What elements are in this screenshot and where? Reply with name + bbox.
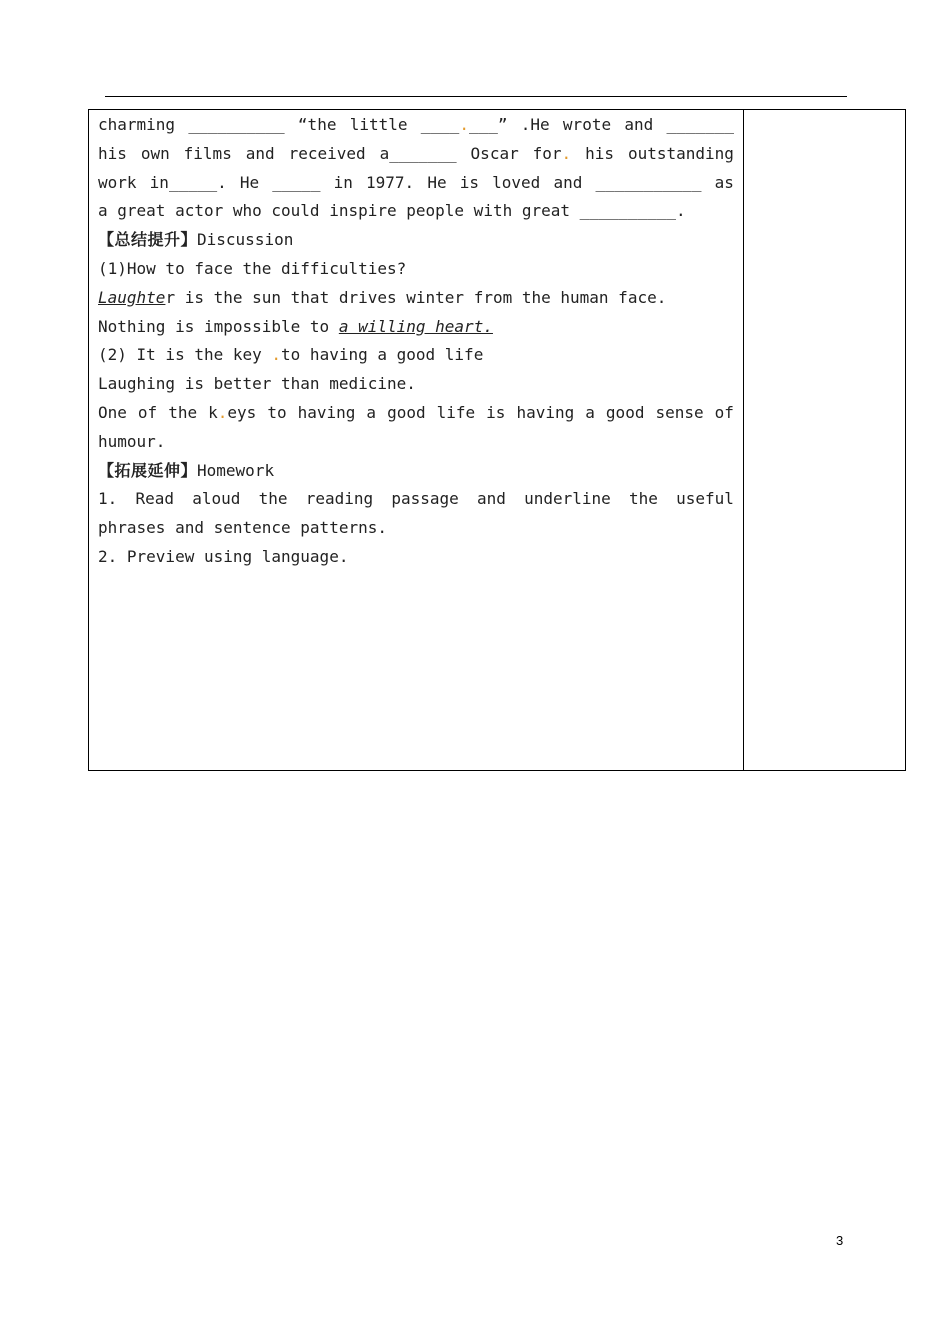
word: work — [98, 172, 137, 192]
word: received — [288, 143, 366, 163]
blank: in_____. — [149, 172, 227, 192]
word: own — [140, 143, 170, 163]
word: the — [168, 402, 198, 422]
marker-dot: . — [561, 143, 572, 163]
discussion-answer-1a: Laughter is the sun that drives winter from the human face. — [98, 287, 667, 307]
word: of — [137, 402, 158, 422]
word: is — [459, 172, 479, 192]
word: sense — [655, 402, 704, 422]
passage-line-1 — [98, 111, 734, 140]
word: Oscar — [470, 143, 519, 163]
word: charming — [98, 115, 176, 134]
blank-with-mark: ____.___” — [420, 115, 508, 134]
word-with-mark: k.eys — [208, 402, 257, 422]
word: his — [98, 143, 127, 163]
word: is — [486, 402, 506, 422]
homework-heading — [98, 457, 734, 486]
word: and — [553, 172, 583, 192]
discussion-answer-2b — [98, 399, 734, 428]
word: and — [624, 115, 654, 134]
emphasized-text: Laughte — [98, 287, 166, 307]
word: .He — [520, 115, 550, 134]
table-column-divider — [743, 109, 744, 771]
marker-dot: . — [271, 345, 282, 365]
page-number: 3 — [836, 1233, 844, 1248]
homework-item-1: 1. Read aloud the reading passage and underline the useful — [98, 489, 734, 509]
word-with-mark: for. — [532, 143, 572, 163]
discussion-answer-2a: Laughing is better than medicine. — [98, 374, 416, 394]
main-cell — [98, 111, 734, 572]
word: his — [585, 143, 615, 163]
blank: a_______ — [379, 143, 457, 163]
word: films — [183, 143, 232, 163]
marker-dot: . — [459, 115, 469, 134]
word: He — [239, 172, 260, 192]
word: as — [714, 172, 734, 192]
discussion-question-2: (2) It is the key .to having a good life — [98, 345, 484, 365]
blank: _____ — [272, 172, 321, 192]
homework-item-2: 2. Preview using language. — [98, 546, 349, 566]
word: a — [366, 402, 377, 422]
word: little — [349, 115, 408, 134]
passage-line-3 — [98, 169, 734, 198]
word: life — [436, 402, 476, 422]
word: in — [333, 172, 353, 192]
discussion-answer-2b-end: humour. — [98, 431, 166, 451]
word: having — [516, 402, 575, 422]
word: good — [605, 402, 645, 422]
section-label: 【总结提升】 — [98, 230, 198, 250]
section-label-en: Discussion — [197, 230, 294, 250]
word: to — [267, 402, 287, 422]
word: 1977. — [366, 172, 415, 192]
blank: ___________ — [595, 172, 702, 192]
section-label: 【拓展延伸】 — [98, 460, 198, 480]
homework-item-1-end: phrases and sentence patterns. — [98, 518, 387, 538]
emphasized-text: a willing heart. — [338, 316, 493, 336]
discussion-heading — [98, 226, 734, 255]
word: loved — [492, 172, 541, 192]
section-label-en: Homework — [197, 460, 275, 480]
word: He — [427, 172, 447, 192]
header-rule — [105, 96, 847, 97]
word: and — [245, 143, 275, 163]
passage-line-2 — [98, 140, 734, 169]
word: having — [297, 402, 356, 422]
blank: __________ — [188, 115, 285, 134]
word: wrote — [562, 115, 612, 134]
blank: _______ — [666, 115, 734, 134]
word: outstanding — [627, 143, 734, 163]
word: a — [585, 402, 595, 422]
marker-dot: . — [217, 402, 228, 422]
word: One — [98, 402, 127, 422]
word: good — [387, 402, 426, 422]
discussion-answer-1b: Nothing is impossible to a willing heart. — [98, 316, 493, 336]
discussion-question-1: (1)How to face the difficulties? — [98, 258, 407, 278]
word: “the — [297, 115, 337, 134]
passage-line-4: a great actor who could inspire people with great __________. — [98, 201, 686, 221]
word: of — [714, 402, 734, 422]
